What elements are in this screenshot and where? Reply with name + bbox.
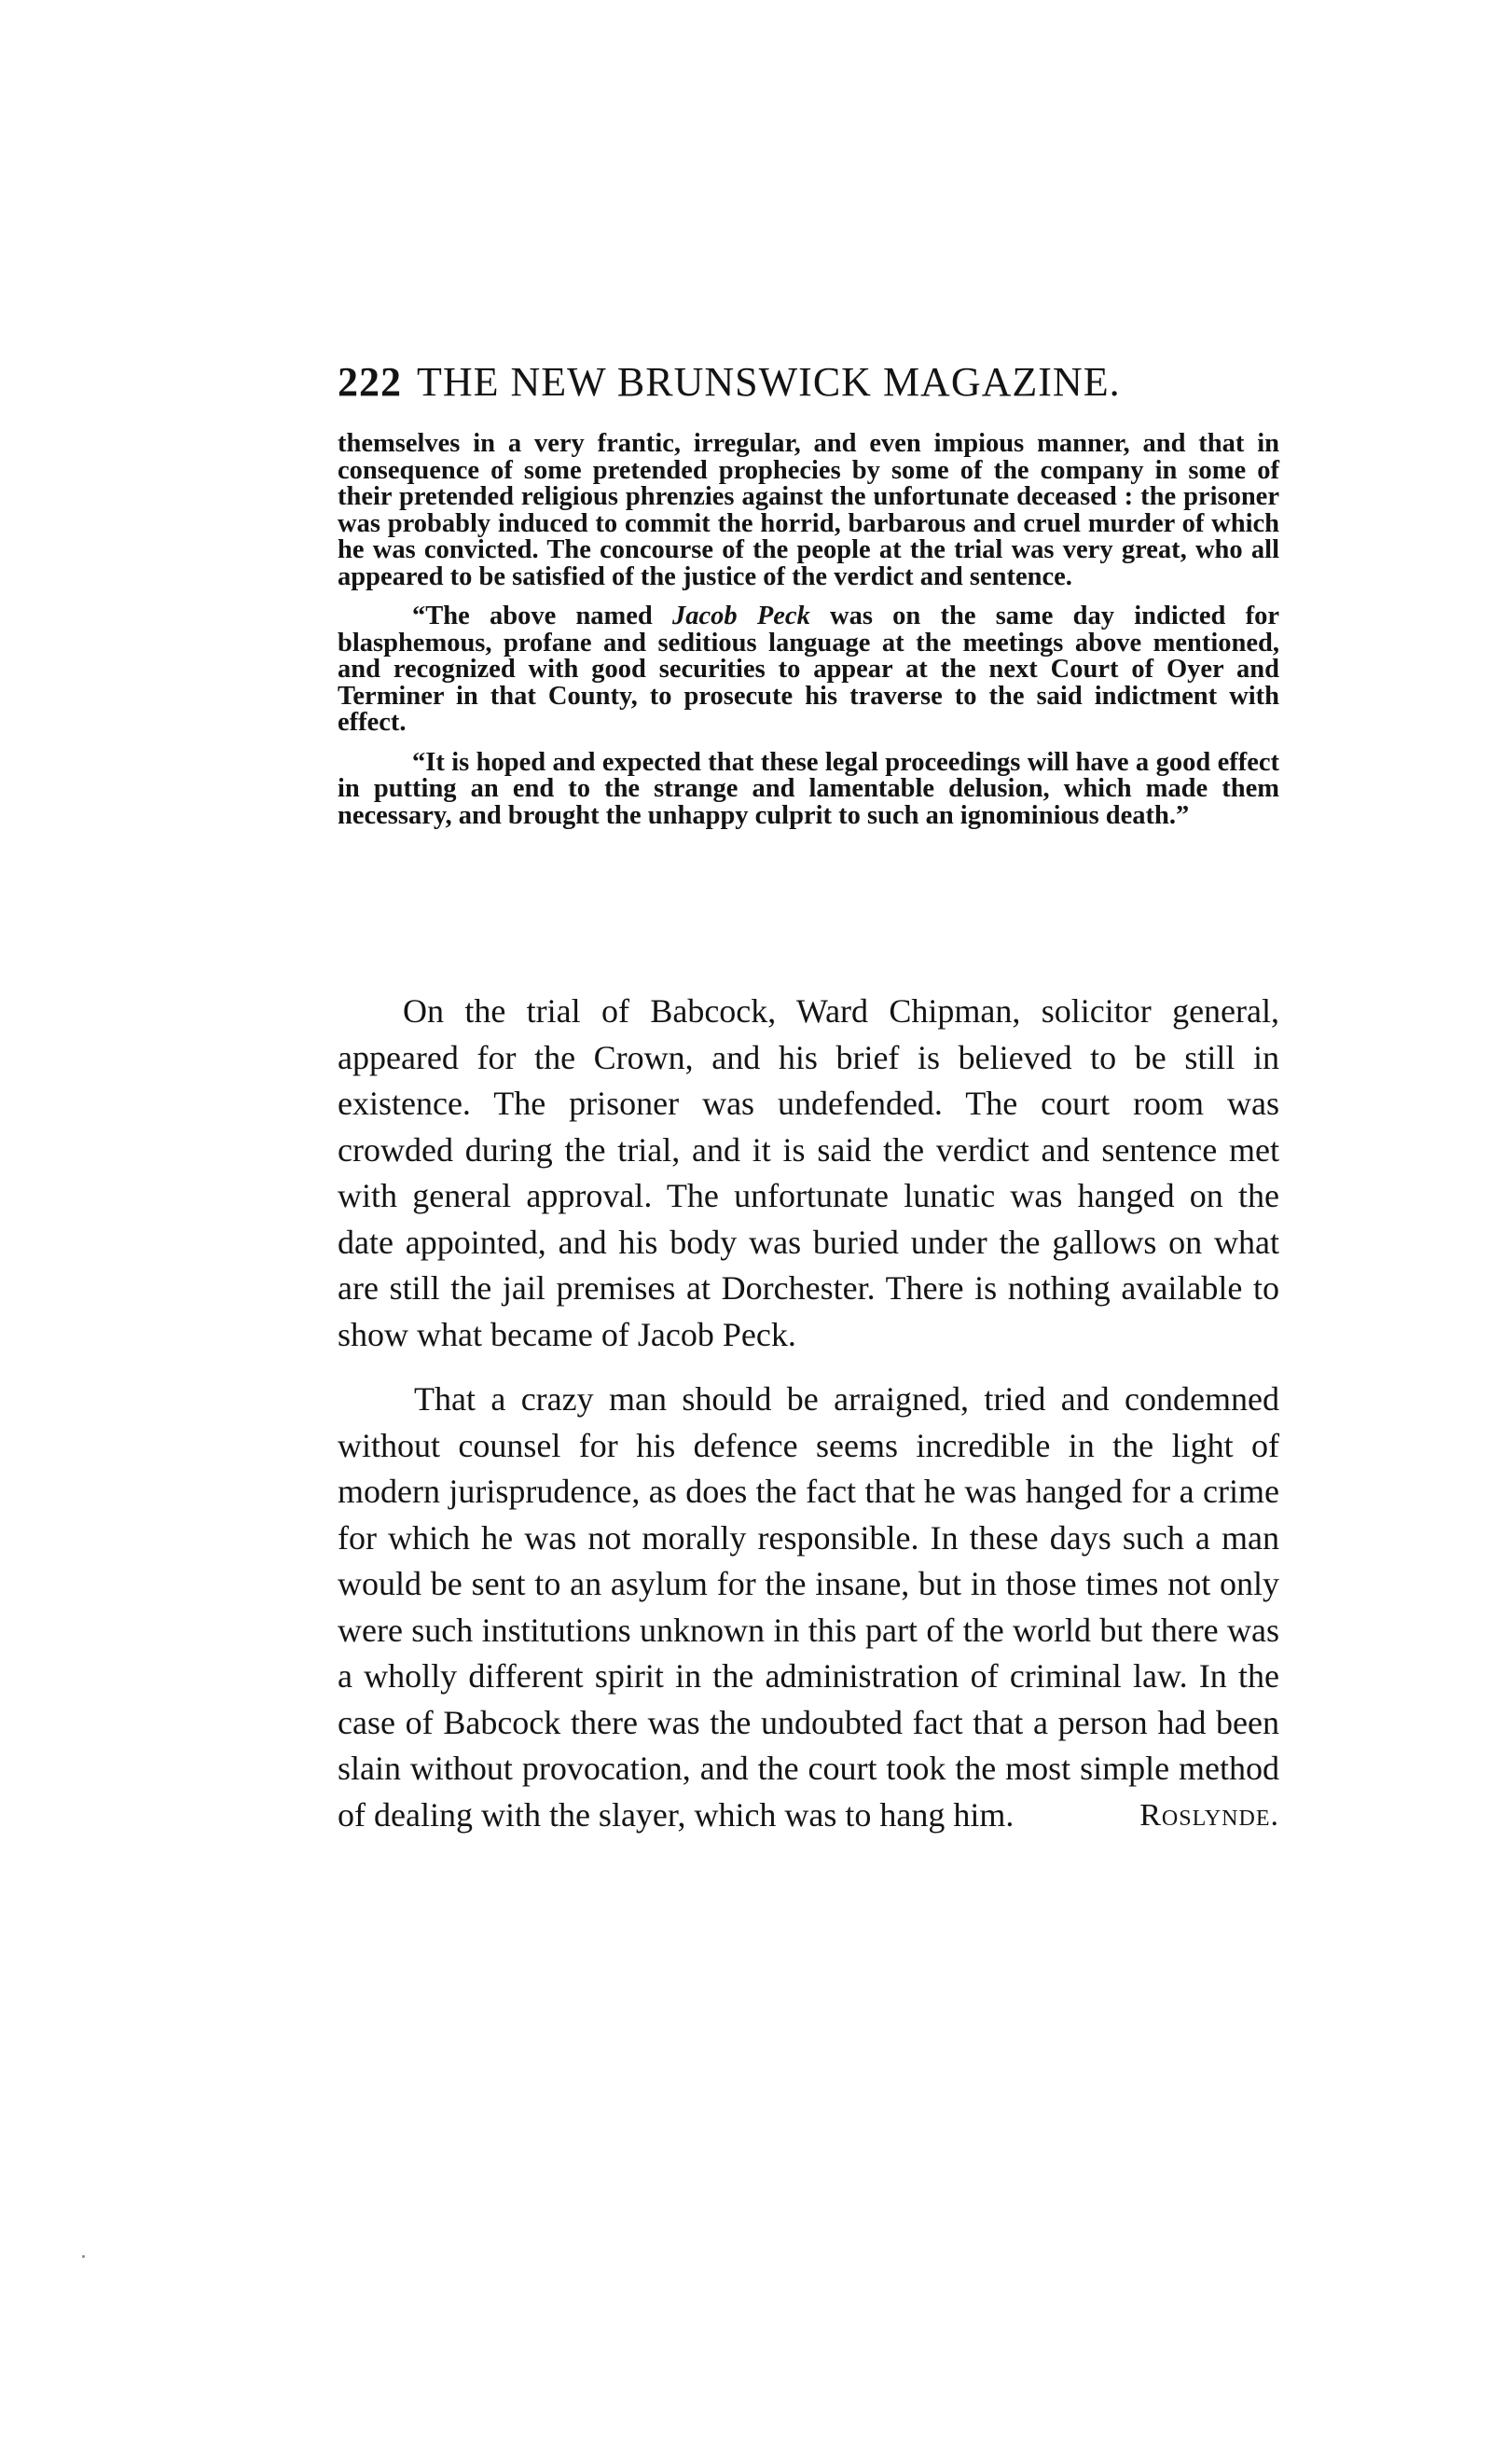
- quoted-passage: [338, 431, 1279, 842]
- body-paragraph-2: [338, 1377, 1279, 1838]
- body-paragraph-1: On the trial of Babcock, Ward Chipman, solicitor general, appeared for the Crown, and his brief is believed to be still in existence. The prisoner was undefended. The court room was crowded during the trial, and it is said the verdict and sentence met with general approval. The unfortunate lunatic was hanged on the date appointed, and his body was buried under the gallows on what are still the jail premises at Dorchester. There is nothing available to show what became of Jacob Peck.: [338, 992, 1279, 1353]
- quote-paragraph-1: themselves in a very frantic, irregular, and even impious manner, and that in consequence of some pretended prophecies by some of the company in some of their pretended religious phrenzies against the unfortunate deceased : the prisoner was probably induced to commit the horrid, barbarous and cruel murder of which he was convicted. The concourse of the people at the trial was very great, who all appeared to be satisfied of the justice of the verdict and sentence.: [338, 429, 1279, 591]
- body-paragraph-2-text: That a crazy man should be arraigned, tried and condemned without counsel for his defence seems incredible in the light of modern jurisprudence, as does the fact that he was hanged for a crime for which he was not morally responsible. In these days such a man would be sent to an asylum for the insane, but in those times not only were such institutions unknown in this part of the world but there was a wholly different spirit in the administration of criminal law. In the case of Babcock there was the undoubted fact that a person had been slain without provocation, and the court took the most simple method of dealing with the slayer, which was to hang him.: [338, 1380, 1279, 1834]
- quote-paragraph-2-open: “The above named: [412, 602, 672, 630]
- quote-paragraph-2: [338, 603, 1279, 737]
- article-body: [338, 989, 1279, 1857]
- scan-speck: [82, 2255, 85, 2258]
- quote-paragraph-2-rest: was on the same day indicted for blasphemous, profane and seditious language at the meetings above mentioned, and recognized with good securities to appear at the next Court of Oyer and Terminer in that County, to prosecute his traverse to the said indictment with effect.: [338, 602, 1279, 737]
- running-header: [338, 358, 1279, 406]
- magazine-title: THE NEW BRUNSWICK MAGAZINE.: [417, 359, 1121, 405]
- author-signature: Roslynde.: [1139, 1797, 1279, 1833]
- quote-paragraph-3: “It is hoped and expected that these legal proceedings will have a good effect in putting an end to the strange and lamentable delusion, which made them necessary, and brought the unhappy culprit to such an ignominious death.”: [338, 747, 1279, 830]
- person-name-jacob-peck: Jacob Peck: [672, 602, 810, 630]
- page-number: 222: [338, 359, 402, 405]
